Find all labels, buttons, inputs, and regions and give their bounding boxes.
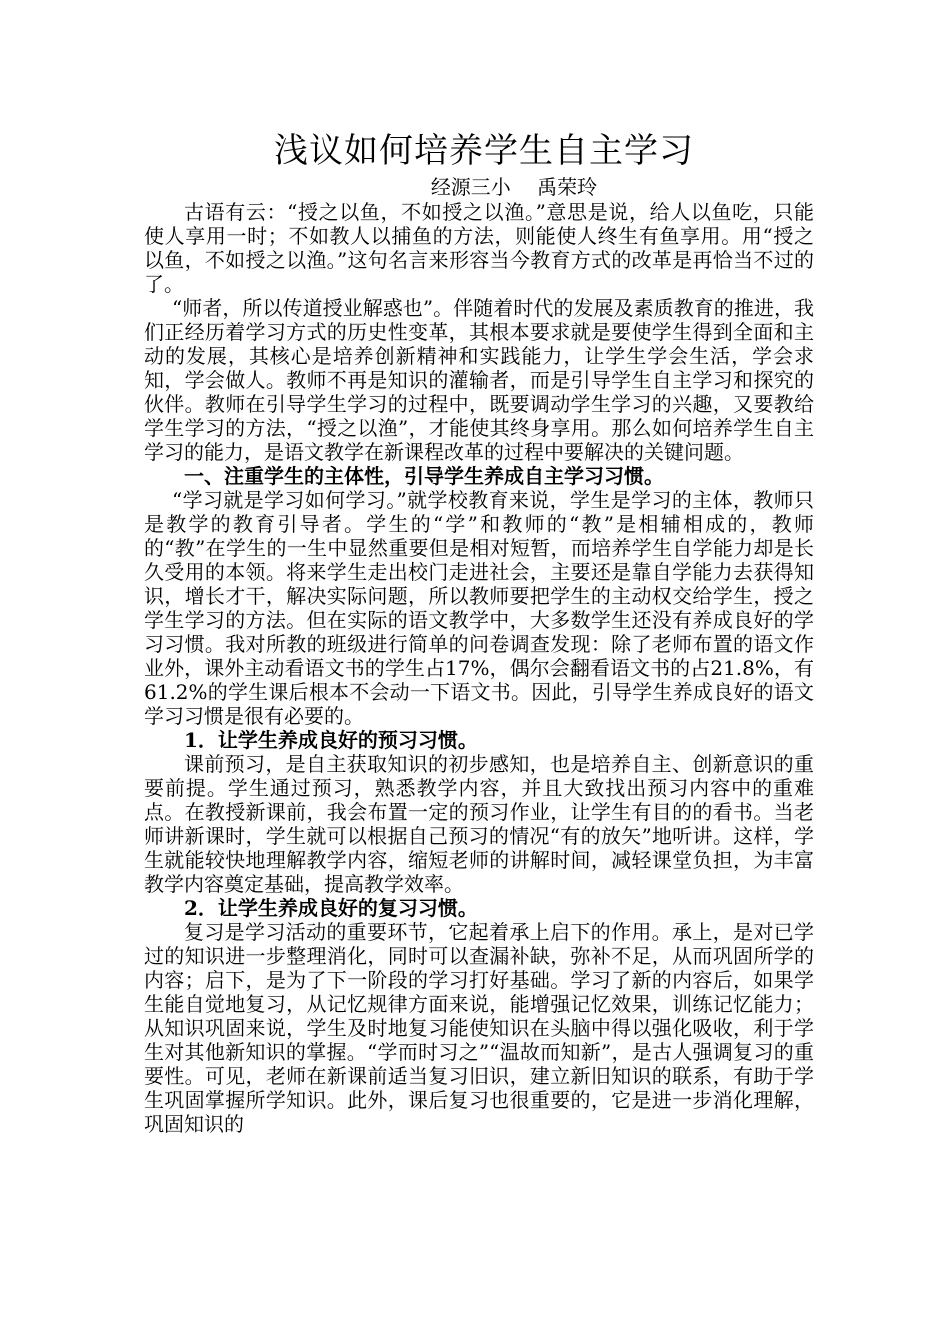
subsection-heading-preview: 1．让学生养成良好的预习习惯。 (184, 728, 478, 752)
subsection-heading-review: 2．让学生养成良好的复习习惯。 (184, 896, 478, 920)
section-paragraph-1: “学习就是学习如何学习。”就学校教育来说，学生是学习的主体，教师只是教学的教育引导者。学生的“学”和教师的“教”是相辅相成的，教师的“教”在学生的一生中显然重要但是相对短暂，而培养学生自学能力却是长久受用的本领。将来学生走出校门走进社会，主要还是靠自学能力去获得知识，增长才干，解决实际问题，所以教师要把学生的主动权交给学生，授之学生学习的方法。但在实际的语文教学中，大多数学生还没有养成良好的学习习惯。我对所教的班级进行简单的问卷调查发现：除了老师布置的语文作业外，课外主动看语文书的学生占17%，偶尔会翻看语文书的占21.8%，有61.2%的学生课后根本不会动一下语文书。因此，引导学生养成良好的语文学习习惯是很有必要的。 (144, 488, 814, 728)
paragraph-intro: 古语有云：“授之以鱼，不如授之以渔。”意思是说，给人以鱼吃，只能使人享用一时；不如教人以捕鱼的方法，则能使人终生有鱼享用。用“授之以鱼，不如授之以渔。”这句名言来形容当今教育方式的改革是再恰当不过的了。 (144, 200, 814, 296)
subsection-paragraph-review: 复习是学习活动的重要环节，它起着承上启下的作用。承上，是对已学过的知识进一步整理消化，同时可以查漏补缺，弥补不足，从而巩固所学的内容；启下，是为了下一阶段的学习打好基础。学习了新的内容后，如果学生能自觉地复习，从记忆规律方面来说，能增强记忆效果，训练记忆能力；从知识巩固来说，学生及时地复习能使知识在头脑中得以强化吸收，利于学生对其他新知识的掌握。“学而时习之”“温故而知新”，是古人强调复习的重要性。可见，老师在新课前适当复习旧识，建立新旧知识的联系，有助于学生巩固掌握所学知识。此外，课后复习也很重要的，它是进一步消化理解，巩固知识的 (144, 920, 814, 1136)
document-page (144, 128, 814, 1136)
paragraph-teacher: “师者，所以传道授业解惑也”。伴随着时代的发展及素质教育的推进，我们正经历着学习方式的历史性变革，其根本要求就是要使学生得到全面和主动的发展，其核心是培养创新精神和实践能力，让学生学会生活，学会求知，学会做人。教师不再是知识的灌输者，而是引导学生自主学习和探究的伙伴。教师在引导学生学习的过程中，既要调动学生学习的兴趣，又要教给学生学习的方法，“授之以渔”，才能使其终身享用。那么如何培养学生自主学习的能力，是语文教学在新课程改革的过程中要解决的关键问题。 (144, 296, 814, 464)
section-heading-1: 一、注重学生的主体性，引导学生养成自主学习习惯。 (184, 464, 664, 488)
subsection-paragraph-preview: 课前预习，是自主获取知识的初步感知，也是培养自主、创新意识的重要前提。学生通过预习，熟悉教学内容，并且大致找出预习内容中的重难点。在教授新课前，我会布置一定的预习作业，让学生有目的的看书。当老师讲新课时，学生就可以根据自己预习的情况“有的放矢”地听讲。这样，学生就能较快地理解教学内容，缩短老师的讲解时间，减轻课堂负担，为丰富教学内容奠定基础，提高教学效率。 (144, 752, 814, 896)
document-author: 经源三小 禹荣玲 (430, 175, 598, 199)
document-title: 浅议如何培养学生自主学习 (274, 131, 694, 171)
